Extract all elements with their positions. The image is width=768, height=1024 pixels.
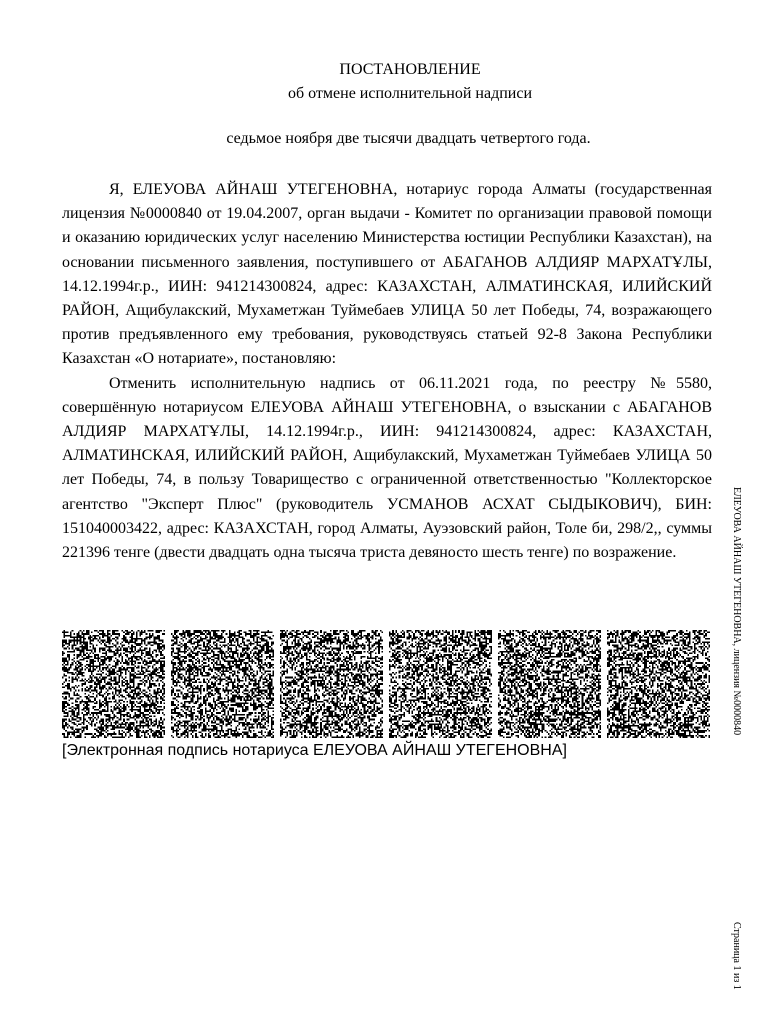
document-subtitle: об отмене исполнительной надписи	[287, 85, 533, 102]
qr-code-3	[280, 630, 383, 738]
paragraph-preamble: Я, ЕЛЕУОВА АЙНАШ УТЕГЕНОВНА, нотариус города Алматы (государственная лицензия №0000840 от 19.04.2007, орган выдачи - Комитет по организации правовой помощи и оказанию юридических услуг населению Министерства юстиции Республики Казахстан), на основании письменного заявления, поступившего от АБАГАНОВ АЛДИЯР МАРХАТҰЛЫ, 14.12.1994г.р., ИИН: 941214300824, адрес: КАЗАХСТАН, АЛМАТИНСКАЯ, ИЛИЙСКИЙ РАЙОН, Ащибулакский, Мухаметжан Туймебаев УЛИЦА 50 лет Победы, 74, возражающего против предъявленного ему требования, руководствуясь статьей 92-8 Закона Республики Казахстан «О нотариате», постановляю:	[62, 181, 712, 368]
signature-codes	[62, 630, 710, 738]
paragraph-resolution: Отменить исполнительную надпись от 06.11.2021 года, по реестру №5580, совершённую нотариусом ЕЛЕУОВА АЙНАШ УТЕГЕНОВНА, о взыскании с АБАГАНОВ АЛДИЯР МАРХАТҰЛЫ, 14.12.1994г.р., ИИН: 941214300824, адрес: КАЗАХСТАН, АЛМАТИНСКАЯ, ИЛИЙСКИЙ РАЙОН, Ащибулакский, Мухаметжан Туймебаев УЛИЦА 50 лет Победы, 74, в пользу Товарищество с ограниченной ответственностью "Коллекторское агентство "Эксперт Плюс" (руководитель УСМАНОВ АСХАТ СЫДЫКОВИЧ), БИН: 151040003422, адрес: КАЗАХСТАН, город Алматы, Ауэзовский район, Толе би, 298/2,, суммы 221396 тенге (двести двадцать одна тысяча триста девяносто шесть тенге) по возражение.	[62, 374, 712, 562]
qr-code-6	[607, 630, 710, 738]
document-title-block	[60, 58, 760, 106]
page-number: Страница 1 из 1	[731, 922, 742, 990]
qr-code-1	[62, 630, 165, 738]
document-body	[62, 178, 712, 565]
document-date: седьмое ноября две тысячи двадцать четвертого года.	[226, 130, 591, 147]
qr-code-2	[171, 630, 274, 738]
qr-code-4	[389, 630, 492, 738]
qr-code-5	[498, 630, 601, 738]
margin-license-note: ЕЛЕУОВА АЙНАШ УТЕГЕНОВНА, лицензия №0000840	[731, 487, 742, 736]
electronic-signature-label: [Электронная подпись нотариуса ЕЛЕУОВА АЙНАШ УТЕГЕНОВНА]	[62, 742, 567, 759]
document-title: ПОСТАНОВЛЕНИЕ	[339, 61, 481, 78]
